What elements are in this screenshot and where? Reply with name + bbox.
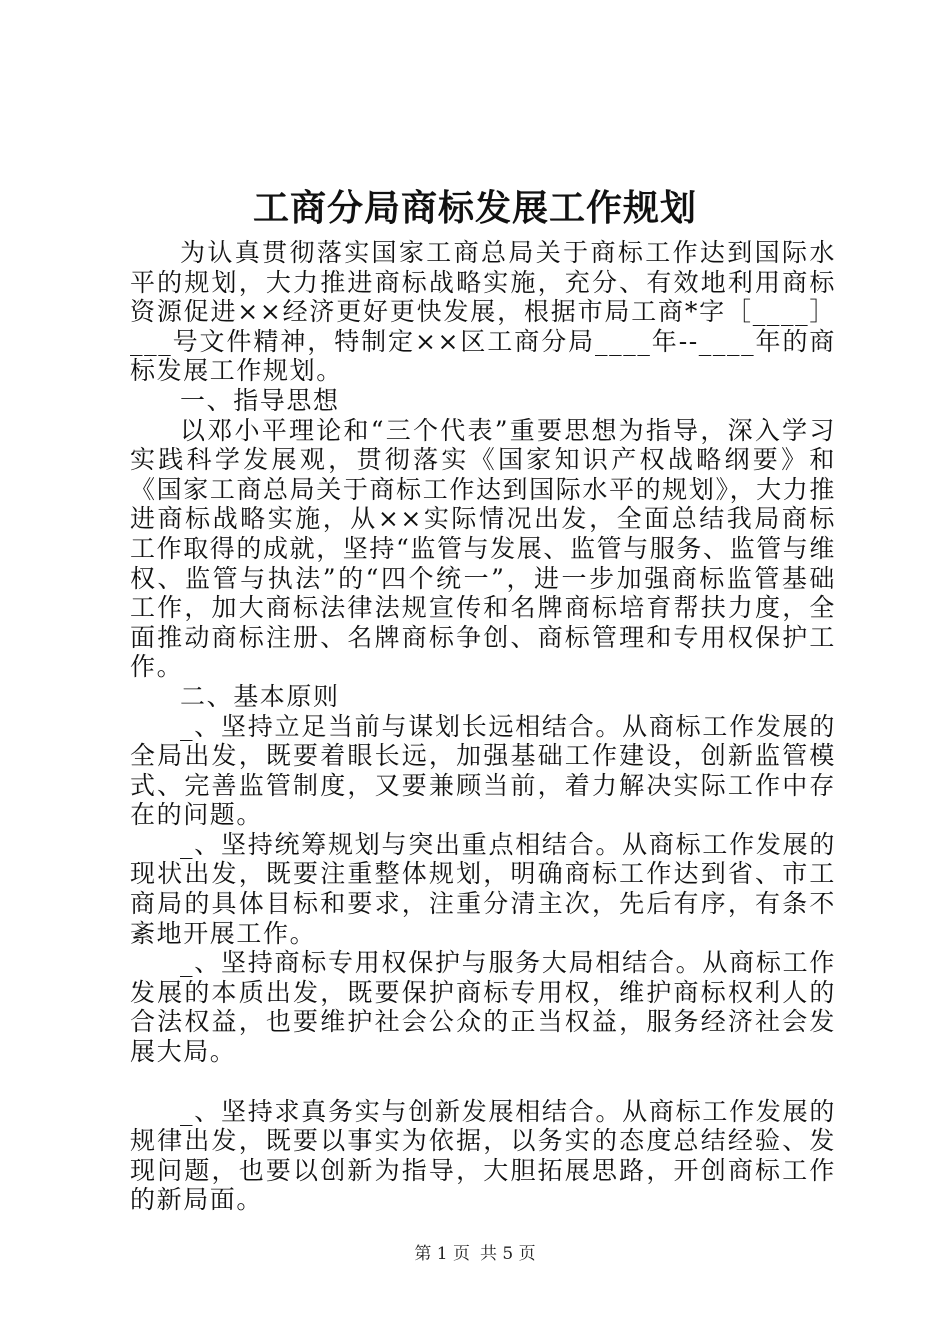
section-heading-basic-principles: 二、基本原则 (180, 681, 340, 711)
page-footer (0, 1242, 950, 1266)
principle-paragraph-2: _、坚持统筹规划与突出重点相结合。从商标工作发展的现状出发，既要注重整体规划，明确商标工作达到省、市工商局的具体目标和要求，注重分清主次，先后有序，有条不紊地开展工作。 (130, 829, 836, 948)
principle-paragraph-1: _、坚持立足当前与谋划长远相结合。从商标工作发展的全局出发，既要着眼长远，加强基础工作建设，创新监管模式、完善监管制度，又要兼顾当前，着力解决实际工作中存在的问题。 (130, 711, 836, 830)
intro-paragraph: 为认真贯彻落实国家工商总局关于商标工作达到国际水平的规划，大力推进商标战略实施，充分、有效地利用商标资源促进××经济更好更快发展，根据市局工商*字［____］___号文件精神，特制定××区工商分局____年--____年的商标发展工作规划。 (130, 238, 836, 386)
page-number-current: 第 1 页 (414, 1244, 470, 1264)
guiding-thought-paragraph: 以邓小平理论和“三个代表”重要思想为指导，深入学习实践科学发展观，贯彻落实《国家知识产权战略纲要》和《国家工商总局关于商标工作达到国际水平的规划》，大力推进商标战略实施，从××实际情况出发，全面总结我局商标工作取得的成就，坚持“监管与发展、监管与服务、监管与维权、监管与执法”的“四个统一”，进一步加强商标监管基础工作，加大商标法律法规宣传和名牌商标培育帮扶力度，全面推动商标注册、名牌商标争创、商标管理和专用权保护工作。 (130, 415, 836, 682)
page-number-total: 共 5 页 (480, 1244, 536, 1264)
principle-paragraph-4: _、坚持求真务实与创新发展相结合。从商标工作发展的规律出发，既要以事实为依据，以务实的态度总结经验、发现问题，也要以创新为指导，大胆拓展思路，开创商标工作的新局面。 (130, 1096, 836, 1215)
principle-paragraph-3: _、坚持商标专用权保护与服务大局相结合。从商标工作发展的本质出发，既要保护商标专用权，维护商标权利人的合法权益，也要维护社会公众的正当权益，服务经济社会发展大局。 (130, 948, 836, 1067)
document-title: 工商分局商标发展工作规划 (252, 187, 697, 229)
section-heading-guiding-thought: 一、指导思想 (180, 385, 340, 415)
document-body (130, 238, 836, 1215)
